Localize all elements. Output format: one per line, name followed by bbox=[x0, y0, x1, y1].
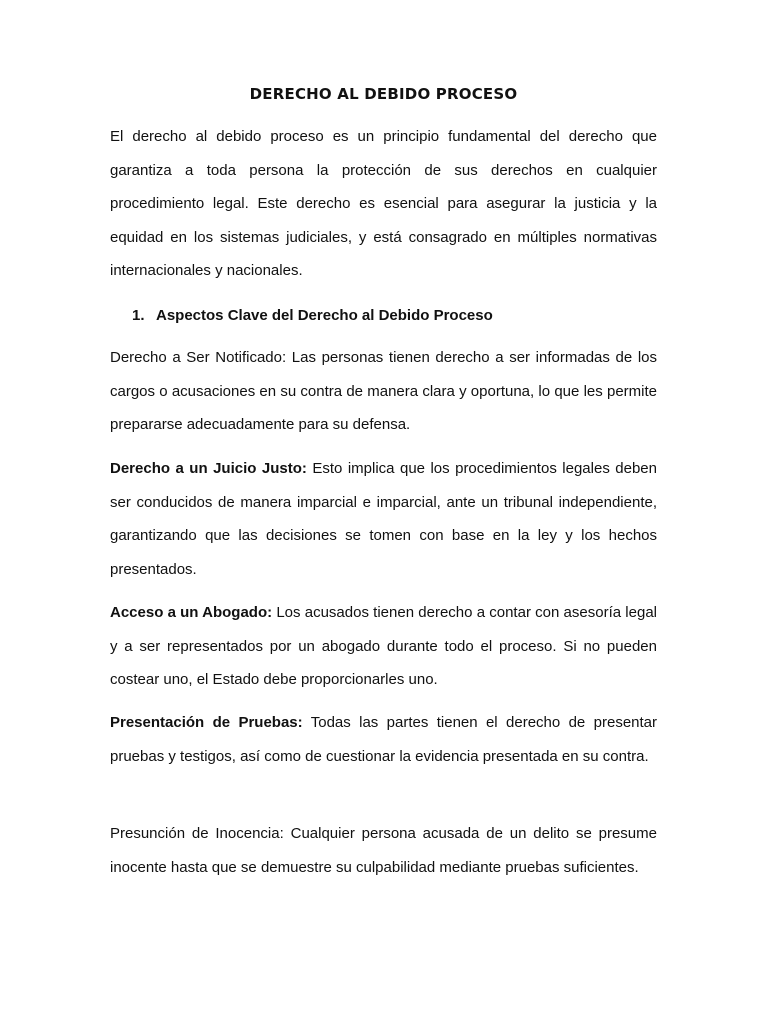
section-heading-text: Aspectos Clave del Derecho al Debido Proceso bbox=[156, 307, 493, 324]
paragraph-pruebas bbox=[110, 706, 657, 773]
paragraph-text: Derecho a Ser Notificado: Las personas tienen derecho a ser informadas de los cargos o acusaciones en su contra de manera clara y oportuna, lo que les permite prepararse adecuadamente para su defensa. bbox=[110, 349, 657, 433]
intro-paragraph: El derecho al debido proceso es un principio fundamental del derecho que garantiza a toda persona la protección de sus derechos en cualquier procedimiento legal. Este derecho es esencial para asegurar la justicia y la equidad en los sistemas judiciales, y está consagrado en múltiples normativas internacionales y nacionales. bbox=[110, 128, 657, 279]
paragraph-text: Los acusados tienen derecho a contar con asesoría legal y a ser representados por un abogado durante todo el proceso. Si no pueden costear uno, el Estado debe proporcionarles uno. bbox=[110, 604, 658, 688]
paragraph-juicio-justo bbox=[110, 452, 657, 586]
document-title: DERECHO AL DEBIDO PROCESO bbox=[249, 85, 518, 103]
paragraph-abogado bbox=[110, 596, 657, 697]
paragraph-term: Acceso a un Abogado: bbox=[110, 604, 273, 621]
section-heading bbox=[132, 306, 493, 326]
paragraph-inocencia bbox=[110, 817, 657, 884]
paragraph-text: Esto implica que los procedimientos legales deben ser conducidos de manera imparcial e imparcial, ante un tribunal independiente, garantizando que las decisiones se tomen con base en la ley y los hechos presentados. bbox=[110, 460, 657, 578]
paragraph-text: Todas las partes tienen el derecho de presentar pruebas y testigos, así como de cuestionar la evidencia presentada en su contra. bbox=[110, 714, 658, 765]
paragraph-text: Presunción de Inocencia: Cualquier persona acusada de un delito se presume inocente hasta que se demuestre su culpabilidad mediante pruebas suficientes. bbox=[110, 825, 657, 876]
paragraph-term: Presentación de Pruebas: bbox=[110, 714, 303, 731]
paragraph-notificado bbox=[110, 341, 657, 442]
section-number: 1. bbox=[132, 307, 145, 324]
paragraph-term: Derecho a un Juicio Justo: bbox=[110, 460, 307, 477]
